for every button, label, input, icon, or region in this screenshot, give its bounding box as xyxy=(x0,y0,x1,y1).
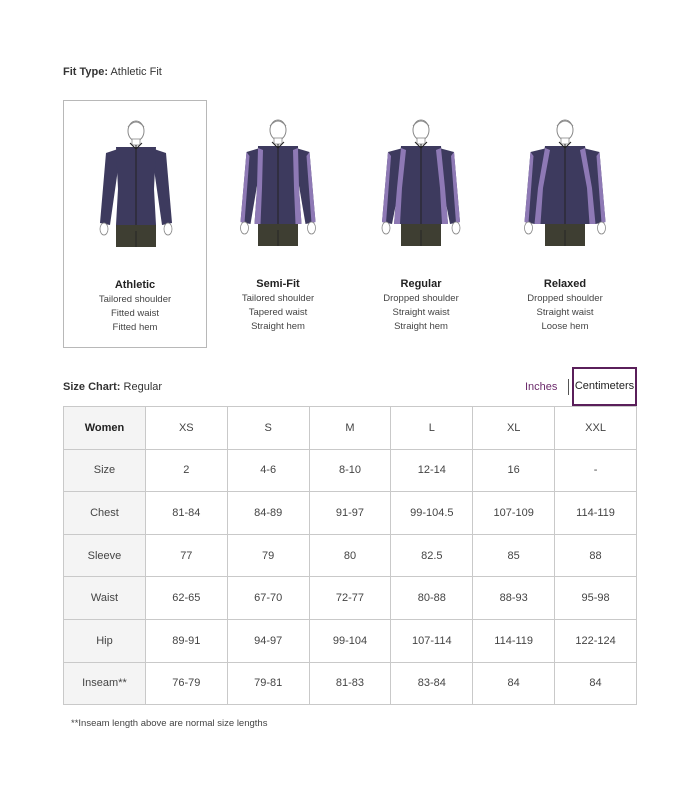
table-cell: 83-84 xyxy=(391,662,473,705)
fit-option-desc: Straight hem xyxy=(394,321,448,332)
table-cell: 99-104 xyxy=(309,619,391,662)
table-header-cell: XL xyxy=(473,407,555,450)
fit-option-name: Semi-Fit xyxy=(256,278,300,290)
table-cell: 95-98 xyxy=(555,577,637,620)
table-cell: 80-88 xyxy=(391,577,473,620)
fit-option-desc: Straight waist xyxy=(536,307,594,318)
table-header-cell: S xyxy=(227,407,309,450)
fit-type-heading xyxy=(63,66,162,78)
table-cell: 114-119 xyxy=(473,619,555,662)
fit-option-desc: Straight waist xyxy=(392,307,450,318)
fit-option-desc: Straight hem xyxy=(251,321,305,332)
table-row-label: Sleeve xyxy=(64,534,146,577)
table-row xyxy=(64,534,637,577)
semi-fit-figure-icon xyxy=(228,118,328,258)
inseam-footnote: **Inseam length above are normal size lengths xyxy=(71,718,268,729)
fit-option-desc: Fitted hem xyxy=(112,322,158,333)
table-cell: 67-70 xyxy=(227,577,309,620)
table-cell: 122-124 xyxy=(555,619,637,662)
table-cell: 89-91 xyxy=(145,619,227,662)
table-cell: 85 xyxy=(473,534,555,577)
table-cell: 79-81 xyxy=(227,662,309,705)
table-header-cell: L xyxy=(391,407,473,450)
table-cell: 88-93 xyxy=(473,577,555,620)
table-row xyxy=(64,577,637,620)
fit-option-desc: Fitted waist xyxy=(110,308,160,319)
table-cell: 84 xyxy=(555,662,637,705)
table-row-label: Size xyxy=(64,449,146,492)
table-row xyxy=(64,662,637,705)
fit-option-desc: Dropped shoulder xyxy=(527,293,603,304)
fit-option-name: Regular xyxy=(400,278,442,290)
table-header-cell: XS xyxy=(145,407,227,450)
table-header-row xyxy=(64,407,637,450)
size-chart-heading xyxy=(63,381,162,393)
fit-options xyxy=(63,100,637,348)
fit-option-relaxed[interactable] xyxy=(493,100,637,348)
table-cell: 99-104.5 xyxy=(391,492,473,535)
regular-fit-figure-icon xyxy=(371,118,471,258)
table-header-cell: M xyxy=(309,407,391,450)
fit-option-desc: Dropped shoulder xyxy=(383,293,459,304)
table-cell: 62-65 xyxy=(145,577,227,620)
table-cell: 114-119 xyxy=(555,492,637,535)
table-row xyxy=(64,492,637,535)
table-cell: 12-14 xyxy=(391,449,473,492)
table-cell: 16 xyxy=(473,449,555,492)
fit-option-desc: Tailored shoulder xyxy=(98,294,172,305)
unit-divider xyxy=(568,379,569,395)
table-cell: 107-109 xyxy=(473,492,555,535)
centimeters-toggle[interactable]: Centimeters xyxy=(572,367,637,406)
size-chart-label: Size Chart: xyxy=(63,381,121,393)
table-cell: 88 xyxy=(555,534,637,577)
table-cell: 81-84 xyxy=(145,492,227,535)
table-row-label: Chest xyxy=(64,492,146,535)
table-cell: 80 xyxy=(309,534,391,577)
table-cell: 76-79 xyxy=(145,662,227,705)
table-header-cell: XXL xyxy=(555,407,637,450)
table-cell: 84-89 xyxy=(227,492,309,535)
table-cell: 77 xyxy=(145,534,227,577)
fit-option-desc: Loose hem xyxy=(541,321,589,332)
table-cell: 2 xyxy=(145,449,227,492)
fit-option-regular[interactable] xyxy=(349,100,493,348)
table-cell: 91-97 xyxy=(309,492,391,535)
table-cell: 79 xyxy=(227,534,309,577)
fit-option-desc: Tailored shoulder xyxy=(241,293,315,304)
table-row xyxy=(64,619,637,662)
fit-option-name: Athletic xyxy=(114,279,156,291)
inches-toggle[interactable]: Inches xyxy=(525,381,558,393)
relaxed-fit-figure-icon xyxy=(515,118,615,258)
table-cell: 4-6 xyxy=(227,449,309,492)
table-cell: 81-83 xyxy=(309,662,391,705)
fit-option-name: Relaxed xyxy=(543,278,587,290)
table-cell: 72-77 xyxy=(309,577,391,620)
fit-option-desc: Tapered waist xyxy=(248,307,308,318)
table-row-label: Inseam** xyxy=(64,662,146,705)
size-chart-table xyxy=(63,406,637,705)
table-row-label: Hip xyxy=(64,619,146,662)
table-cell: - xyxy=(555,449,637,492)
table-cell: 107-114 xyxy=(391,619,473,662)
table-row xyxy=(64,449,637,492)
table-cell: 82.5 xyxy=(391,534,473,577)
table-cell: 94-97 xyxy=(227,619,309,662)
table-cell: 8-10 xyxy=(309,449,391,492)
size-chart-value: Regular xyxy=(123,381,163,393)
fit-option-athletic[interactable] xyxy=(63,100,207,348)
table-header-cell: Women xyxy=(64,407,146,450)
table-row-label: Waist xyxy=(64,577,146,620)
fit-type-label: Fit Type: xyxy=(63,66,109,78)
fit-option-semi-fit[interactable] xyxy=(206,100,350,348)
fit-type-value: Athletic Fit xyxy=(110,66,162,78)
athletic-fit-figure-icon xyxy=(86,119,186,259)
table-cell: 84 xyxy=(473,662,555,705)
